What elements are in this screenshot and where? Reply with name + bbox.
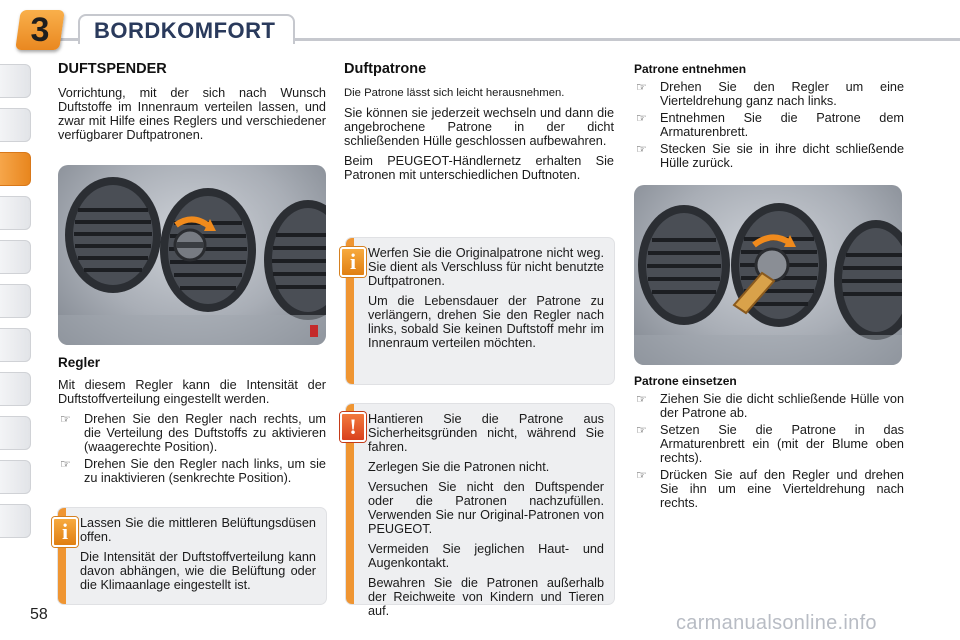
list-item: ☞ Drehen Sie den Regler nach rechts, um die Verteilung des Duftstoffs zu aktivieren (waagerechte Position). <box>60 412 326 454</box>
chapter-tab-10[interactable] <box>0 460 31 494</box>
intro-paragraph: Vorrichtung, mit der sich nach Wunsch Duftstoffe im Innenraum verteilen lassen, und zwar mit Hilfe eines Reglers und verschiedener verfügbarer Duftpatronen. <box>58 86 326 142</box>
info-text: Lassen Sie die mittleren Belüftungsdüsen offen. <box>80 516 316 544</box>
chapter-tab-8[interactable] <box>0 372 31 406</box>
section-heading-duftspender: DUFTSPENDER <box>58 61 167 77</box>
photo-patrone-einsetzen <box>634 185 902 365</box>
info-icon: i <box>52 517 78 547</box>
info-box-belueftung <box>58 508 326 604</box>
chapter-tab-11[interactable] <box>0 504 31 538</box>
regler-heading: Regler <box>58 355 101 370</box>
list-item: ☞ Drehen Sie den Regler nach links, um sie zu inaktivieren (senkrechte Position). <box>60 457 326 485</box>
chapter-number: 3 <box>30 11 50 49</box>
header-title-box <box>78 14 295 44</box>
chapter-tab-1[interactable] <box>0 64 31 98</box>
dashboard-warning-light <box>310 325 318 337</box>
vent-left <box>65 177 161 293</box>
warning-icon: ! <box>340 412 366 442</box>
list-item: ☞ Entnehmen Sie die Patrone dem Armaturenbrett. <box>636 111 904 139</box>
info-text: Die Intensität der Duftstoffverteilung kann davon abhängen, wie die Belüftung oder die Klimaanlage eingestellt ist. <box>80 550 316 592</box>
pointing-hand-icon: ☞ <box>636 423 647 437</box>
chapter-tabs <box>0 64 34 548</box>
chapter-tab-2[interactable] <box>0 108 31 142</box>
list-item: ☞ Setzen Sie die Patrone in das Armaturenbrett ein (mit der Blume oben rechts). <box>636 423 904 465</box>
patrone-paragraph: Sie können sie jederzeit wechseln und dann die angebrochene Patrone in der dicht schließenden Hülle geschlossen aufbewahren. <box>344 106 614 148</box>
vent-right <box>834 220 902 340</box>
regler-section <box>58 356 326 488</box>
patrone-entnehmen-heading: Patrone entnehmen <box>634 62 747 76</box>
chapter-tab-3-active[interactable] <box>0 152 31 186</box>
pointing-hand-icon: ☞ <box>636 142 647 156</box>
section-heading-duftpatrone: Duftpatrone <box>344 61 427 77</box>
page-title: BORDKOMFORT <box>94 18 276 43</box>
patrone-note: Die Patrone lässt sich leicht herausnehmen. <box>344 87 565 99</box>
photo-vents-regler <box>58 165 326 345</box>
warning-text: Hantieren Sie die Patrone aus Sicherheitsgründen nicht, während Sie fahren. <box>368 412 604 454</box>
pointing-hand-icon: ☞ <box>636 468 647 482</box>
vent-left <box>638 205 730 325</box>
vent-right <box>264 200 326 320</box>
list-item: ☞ Drücken Sie auf den Regler und drehen Sie ihn um eine Vierteldrehung nach rechts. <box>636 468 904 510</box>
warning-text: Vermeiden Sie jeglichen Haut- und Augenkontakt. <box>368 542 604 570</box>
pointing-hand-icon: ☞ <box>636 111 647 125</box>
column-right <box>634 62 904 173</box>
info-text: Werfen Sie die Originalpatrone nicht weg. Sie dient als Verschluss für nicht benutzte Duftpatronen. <box>368 246 604 288</box>
page-number: 58 <box>30 606 48 623</box>
chapter-tab-4[interactable] <box>0 196 31 230</box>
warning-text: Zerlegen Sie die Patronen nicht. <box>368 460 550 474</box>
list-item: ☞ Drehen Sie den Regler um eine Vierteldrehung ganz nach links. <box>636 80 904 108</box>
info-text: Um die Lebensdauer der Patrone zu verlängern, drehen Sie den Regler nach links, sobald Sie keinen Duftstoff mehr im Innenraum verteilen möchten. <box>368 294 604 350</box>
info-icon: i <box>340 247 366 277</box>
chapter-tab-5[interactable] <box>0 240 31 274</box>
regler-instructions <box>58 412 326 485</box>
warning-text: Versuchen Sie nicht den Duftspender oder die Patronen nachzufüllen. Verwenden Sie nur Original-Patronen von PEUGEOT. <box>368 480 604 536</box>
list-item: ☞ Stecken Sie sie in ihre dicht schließende Hülle zurück. <box>636 142 904 170</box>
patrone-paragraph: Beim PEUGEOT-Händlernetz erhalten Sie Patronen mit unterschiedlichen Duftnoten. <box>344 154 614 182</box>
list-item: ☞ Ziehen Sie die dicht schließende Hülle von der Patrone ab. <box>636 392 904 420</box>
pointing-hand-icon: ☞ <box>60 412 71 426</box>
entnehmen-instructions <box>634 80 904 170</box>
chapter-tab-7[interactable] <box>0 328 31 362</box>
watermark: carmanualsonline.info <box>676 612 877 634</box>
pointing-hand-icon: ☞ <box>636 80 647 94</box>
einsetzen-instructions <box>634 392 904 510</box>
pointing-hand-icon: ☞ <box>636 392 647 406</box>
einsetzen-section <box>634 374 904 513</box>
info-box-originalpatrone <box>346 238 614 384</box>
column-middle <box>344 62 614 188</box>
pointing-hand-icon: ☞ <box>60 457 71 471</box>
patrone-einsetzen-heading: Patrone einsetzen <box>634 374 737 388</box>
warning-box-sicherheit <box>346 404 614 618</box>
chapter-tab-6[interactable] <box>0 284 31 318</box>
column-left <box>58 62 326 148</box>
warning-text: Bewahren Sie die Patronen außerhalb der Reichweite von Kindern und Tieren auf. <box>368 576 604 618</box>
chapter-tab-9[interactable] <box>0 416 31 450</box>
regler-description: Mit diesem Regler kann die Intensität der Duftstoffverteilung eingestellt werden. <box>58 378 326 406</box>
